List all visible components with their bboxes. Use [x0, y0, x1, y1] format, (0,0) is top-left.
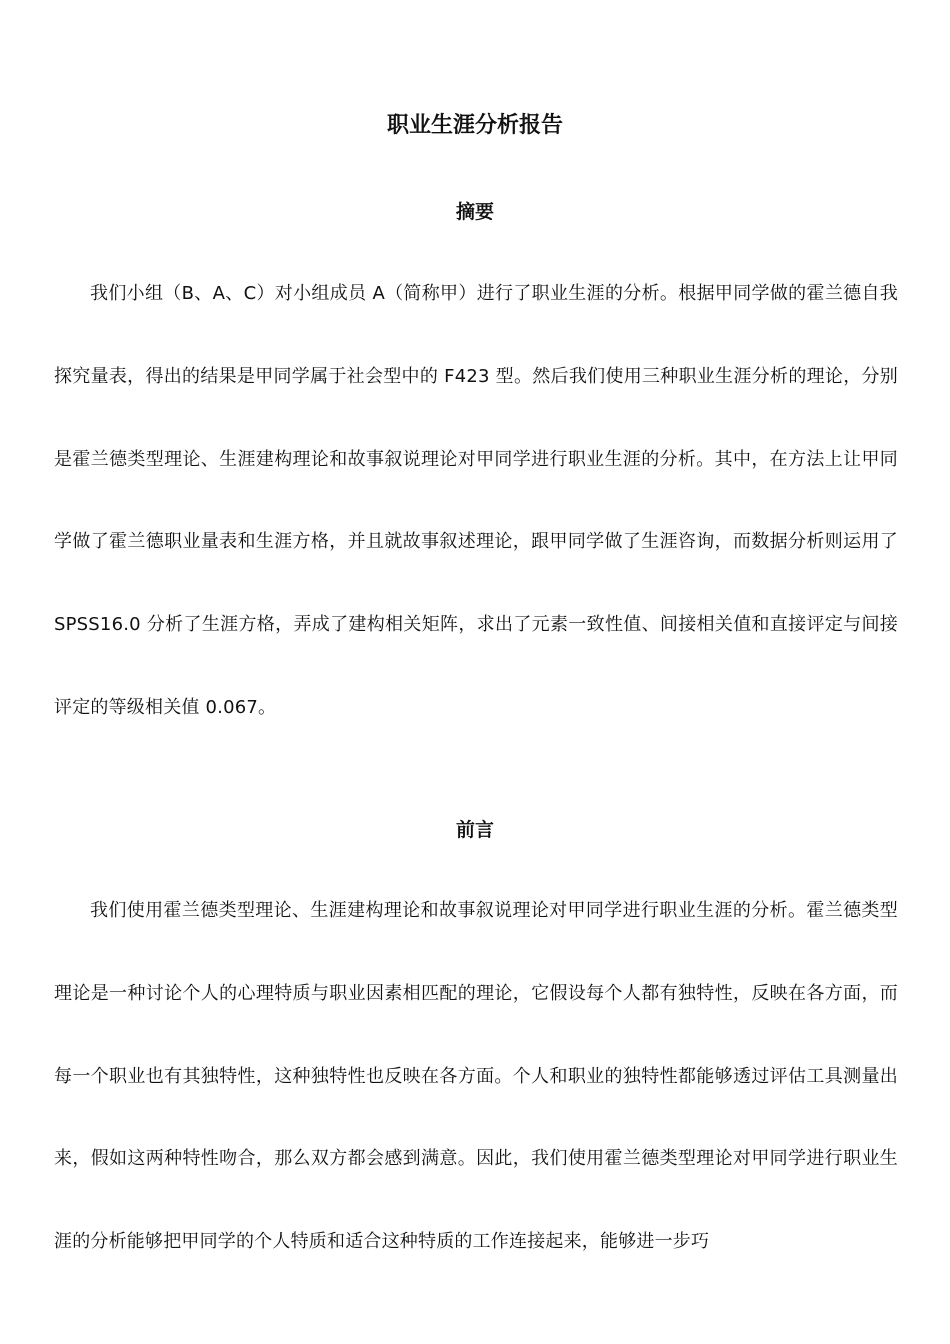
abstract-heading: 摘要	[455, 201, 494, 223]
document-title: 职业生涯分析报告	[386, 113, 563, 138]
preface-paragraph: 我们使用霍兰德类型理论、生涯建构理论和故事叙说理论对甲同学进行职业生涯的分析。霍兰德类型理论是一种讨论个人的心理特质与职业因素相匹配的理论，它假设每个人都有独特性，反映在各方面，而每一个职业也有其独特性，这种独特性也反映在各方面。个人和职业的独特性都能够透过评估工具测量出来，假如这两种特性吻合，那么双方都会感到满意。因此，我们使用霍兰德类型理论对甲同学进行职业生涯的分析能够把甲同学的个人特质和适合这种特质的工作连接起来，能够进一步巧	[54, 900, 898, 1253]
abstract-paragraph: 我们小组（B、A、C）对小组成员 A（简称甲）进行了职业生涯的分析。根据甲同学做的霍兰德自我探究量表，得出的结果是甲同学属于社会型中的 F423 型。然后我们使用三种职业生涯分析的理论，分别是霍兰德类型理论、生涯建构理论和故事叙说理论对甲同学进行职业生涯的分析。其中，在方法上让甲同学做了霍兰德职业量表和生涯方格，并且就故事叙述理论，跟甲同学做了生涯咨询，而数据分析则运用了 SPSS16.0 分析了生涯方格，弄成了建构相关矩阵，求出了元素一致性值、间接相关值和直接评定与间接评定的等级相关值 0.067。	[54, 283, 898, 718]
preface-heading: 前言	[455, 819, 494, 841]
